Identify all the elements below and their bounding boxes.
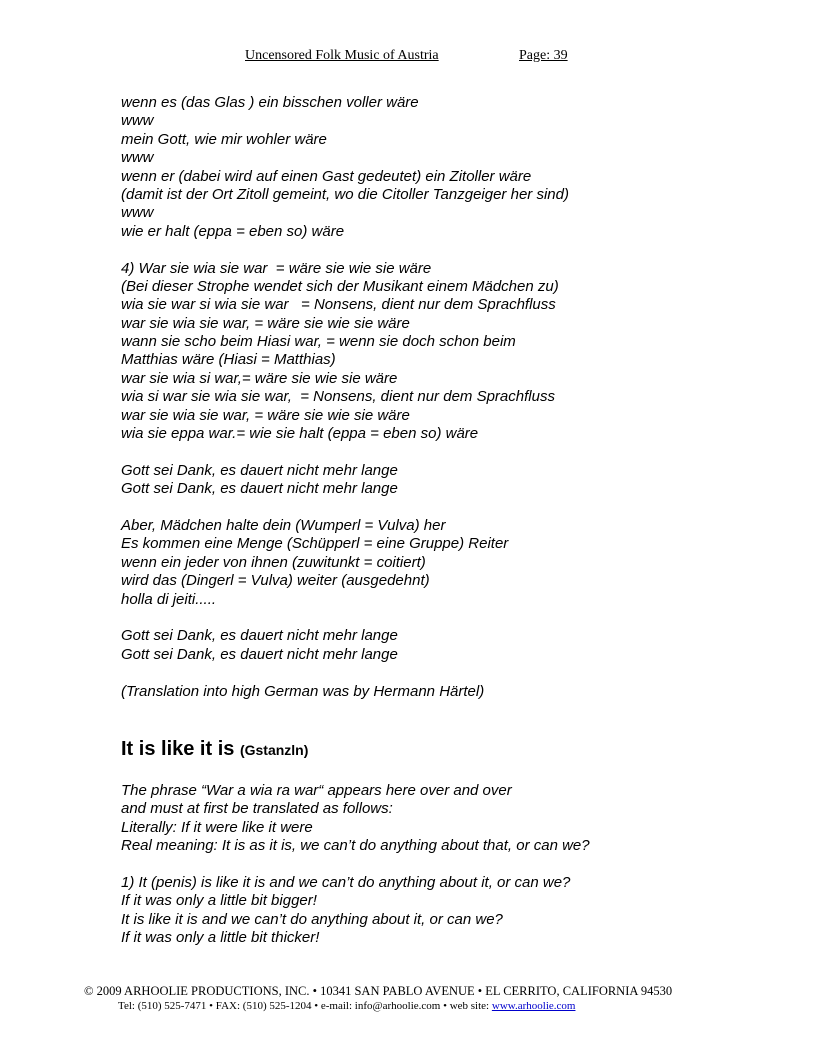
footer-copyright: © 2009 ARHOOLIE PRODUCTIONS, INC. • 10341 SAN PABLO AVENUE • EL CERRITO, CALIFORNIA 94530 xyxy=(84,984,673,998)
text-line: If it was only a little bit thicker! xyxy=(121,929,320,947)
translation-section xyxy=(121,782,761,966)
heading-subtitle: (Gstanzln) xyxy=(239,742,309,758)
stanza xyxy=(121,94,761,241)
text-line: war sie wia sie war, = wäre sie wie sie wäre xyxy=(121,314,410,332)
text-line: (damit ist der Ort Zitoll gemeint, wo die Citoller Tanzgeiger her sind) xyxy=(121,185,569,203)
stanza xyxy=(121,782,761,856)
text-line: It is like it is and we can’t do anything about it, or can we? xyxy=(121,910,503,928)
text-line: 1) It (penis) is like it is and we can’t do anything about it, or can we? xyxy=(121,873,571,891)
text-line: Real meaning: It is as it is, we can’t do anything about that, or can we? xyxy=(121,837,590,855)
text-line: wenn es (das Glas ) ein bisschen voller wäre xyxy=(121,94,419,111)
text-line: wird das (Dingerl = Vulva) weiter (ausgedehnt) xyxy=(121,572,430,590)
text-line: www xyxy=(121,149,154,167)
text-line: Gott sei Dank, es dauert nicht mehr lange xyxy=(121,480,398,498)
heading-title: It is like it is xyxy=(121,738,235,760)
text-line: wenn ein jeder von ihnen (zuwitunkt = coitiert) xyxy=(121,553,426,571)
text-line: war sie wia sie war, = wäre sie wie sie wäre xyxy=(121,406,410,424)
website-link[interactable]: www.arhoolie.com xyxy=(491,1000,576,1012)
text-line: 4) War sie wia sie war = wäre sie wie sie wäre xyxy=(121,259,432,277)
stanza xyxy=(121,462,761,499)
text-line: wann sie scho beim Hiasi war, = wenn sie doch schon beim xyxy=(121,333,516,351)
text-line: Aber, Mädchen halte dein (Wumperl = Vulva) her xyxy=(121,516,446,534)
stanza xyxy=(121,874,761,948)
text-line: Gott sei Dank, es dauert nicht mehr lange xyxy=(121,461,398,479)
text-line: war sie wia si war,= wäre sie wie sie wäre xyxy=(121,369,398,387)
text-line: mein Gott, wie mir wohler wäre xyxy=(121,130,327,148)
text-line: www xyxy=(121,112,154,130)
text-line: (Translation into high German was by Hermann Härtel) xyxy=(121,682,485,700)
stanza xyxy=(121,517,761,609)
text-line: Es kommen eine Menge (Schüpperl = eine Gruppe) Reiter xyxy=(121,535,509,553)
text-line: If it was only a little bit bigger! xyxy=(121,892,317,910)
text-line: wia sie war si wia sie war = Nonsens, dient nur dem Sprachfluss xyxy=(121,296,556,314)
stanza xyxy=(121,627,761,664)
text-line: Matthias wäre (Hiasi = Matthias) xyxy=(121,351,336,369)
footer-contact xyxy=(118,1000,575,1012)
text-line: and must at first be translated as follows: xyxy=(121,800,393,818)
text-line: (Bei dieser Strophe wendet sich der Musikant einem Mädchen zu) xyxy=(121,277,559,295)
page-number: Page: 39 xyxy=(519,48,568,63)
text-line: wia sie eppa war.= wie sie halt (eppa = eben so) wäre xyxy=(121,425,479,443)
footer-contact-text: Tel: (510) 525-7471 • FAX: (510) 525-1204 • e-mail: info@arhoolie.com • web site: xyxy=(118,1000,492,1012)
text-line: www xyxy=(121,204,154,222)
text-line: wenn er (dabei wird auf einen Gast gedeutet) ein Zitoller wäre xyxy=(121,167,532,185)
lyrics-section xyxy=(121,94,761,719)
text-line: Gott sei Dank, es dauert nicht mehr lange xyxy=(121,645,398,663)
text-line: Gott sei Dank, es dauert nicht mehr lange xyxy=(121,627,398,645)
stanza xyxy=(121,260,761,444)
text-line: wie er halt (eppa = eben so) wäre xyxy=(121,222,345,240)
text-line: holla di jeiti..... xyxy=(121,590,217,608)
stanza xyxy=(121,683,761,701)
text-line: wia si war sie wia sie war, = Nonsens, dient nur dem Sprachfluss xyxy=(121,388,555,406)
text-line: The phrase “War a wia ra war“ appears here over and over xyxy=(121,782,512,799)
document-title: Uncensored Folk Music of Austria xyxy=(245,48,439,63)
page-header xyxy=(0,48,816,68)
text-line: Literally: If it were like it were xyxy=(121,818,313,836)
section-heading xyxy=(121,738,308,761)
